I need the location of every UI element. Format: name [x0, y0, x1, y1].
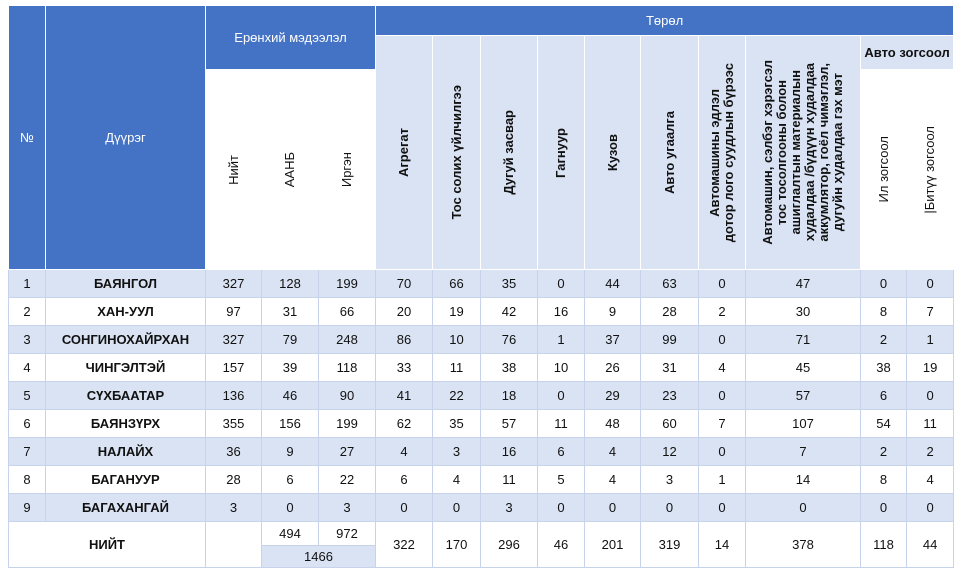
- row-value: 66: [433, 270, 481, 298]
- row-value: 26: [585, 354, 641, 382]
- row-value: 20: [376, 298, 433, 326]
- header-type-col: Дугуй засвар: [481, 36, 538, 270]
- row-value: 0: [585, 494, 641, 522]
- row-value: 36: [206, 438, 262, 466]
- row-value: 71: [746, 326, 861, 354]
- row-value: 11: [907, 410, 954, 438]
- header-parking-col: Ил зогсоол: [861, 70, 907, 270]
- row-value: 199: [319, 410, 376, 438]
- table-row: [9, 298, 954, 326]
- row-value: 54: [861, 410, 907, 438]
- row-value: 0: [746, 494, 861, 522]
- row-value: 37: [585, 326, 641, 354]
- row-value: 46: [262, 382, 319, 410]
- row-value: 8: [861, 298, 907, 326]
- total-irgen: 972: [319, 522, 376, 546]
- header-body-parts: Автомашины эдлэл дотор лого суудлын бүрээс: [699, 36, 746, 270]
- row-value: 57: [746, 382, 861, 410]
- row-value: 70: [376, 270, 433, 298]
- header-type-col: Гагнуур: [538, 36, 585, 270]
- row-value: 48: [585, 410, 641, 438]
- row-value: 327: [206, 270, 262, 298]
- row-number: 5: [9, 382, 46, 410]
- row-value: 62: [376, 410, 433, 438]
- row-value: 6: [861, 382, 907, 410]
- row-value: 2: [699, 298, 746, 326]
- row-value: 86: [376, 326, 433, 354]
- total-cell: 378: [746, 522, 861, 568]
- row-value: 118: [319, 354, 376, 382]
- row-value: 7: [907, 298, 954, 326]
- row-district-name: ХАН-УУЛ: [46, 298, 206, 326]
- row-value: 19: [433, 298, 481, 326]
- header-type-col: Авто угаалга: [641, 36, 699, 270]
- row-value: 28: [206, 466, 262, 494]
- row-value: 2: [861, 438, 907, 466]
- total-cell: 322: [376, 522, 433, 568]
- row-number: 8: [9, 466, 46, 494]
- table-row: [9, 354, 954, 382]
- row-value: 1: [907, 326, 954, 354]
- row-district-name: ЧИНГЭЛТЭЙ: [46, 354, 206, 382]
- total-cell: 44: [907, 522, 954, 568]
- row-value: 19: [907, 354, 954, 382]
- row-value: 4: [585, 438, 641, 466]
- row-value: 0: [861, 494, 907, 522]
- row-value: 3: [319, 494, 376, 522]
- row-value: 157: [206, 354, 262, 382]
- row-value: 0: [538, 494, 585, 522]
- row-number: 7: [9, 438, 46, 466]
- row-value: 128: [262, 270, 319, 298]
- row-value: 97: [206, 298, 262, 326]
- row-district-name: БАЯНГОЛ: [46, 270, 206, 298]
- row-value: 0: [699, 438, 746, 466]
- row-value: 0: [699, 382, 746, 410]
- header-parking: Авто зогсоол: [861, 36, 954, 70]
- row-value: 31: [262, 298, 319, 326]
- total-label: НИЙТ: [9, 522, 206, 568]
- total-cell: 296: [481, 522, 538, 568]
- row-value: 23: [641, 382, 699, 410]
- table-row: [9, 410, 954, 438]
- row-value: 2: [861, 326, 907, 354]
- row-value: 7: [699, 410, 746, 438]
- header-district: Дүүрэг: [46, 6, 206, 270]
- row-value: 3: [433, 438, 481, 466]
- table-row: [9, 466, 954, 494]
- row-value: 4: [907, 466, 954, 494]
- row-value: 3: [481, 494, 538, 522]
- row-value: 10: [538, 354, 585, 382]
- row-value: 29: [585, 382, 641, 410]
- row-value: 0: [907, 494, 954, 522]
- total-cell: 201: [585, 522, 641, 568]
- header-general: Ерөнхий мэдээлэл: [206, 6, 376, 70]
- row-value: 16: [538, 298, 585, 326]
- row-number: 6: [9, 410, 46, 438]
- row-value: 0: [433, 494, 481, 522]
- row-number: 9: [9, 494, 46, 522]
- row-value: 44: [585, 270, 641, 298]
- row-value: 4: [699, 354, 746, 382]
- row-number: 3: [9, 326, 46, 354]
- row-value: 0: [907, 382, 954, 410]
- row-value: 18: [481, 382, 538, 410]
- district-service-table: [8, 5, 954, 568]
- row-number: 1: [9, 270, 46, 298]
- row-value: 7: [746, 438, 861, 466]
- row-district-name: БАГАНУУР: [46, 466, 206, 494]
- row-value: 22: [319, 466, 376, 494]
- header-parking-col: |Битүү зогсоол: [907, 70, 954, 270]
- row-value: 0: [262, 494, 319, 522]
- row-value: 22: [433, 382, 481, 410]
- row-value: 2: [907, 438, 954, 466]
- row-value: 355: [206, 410, 262, 438]
- header-general-col: Нийт: [206, 70, 262, 270]
- header-type: Төрөл: [376, 6, 954, 36]
- table-row: [9, 326, 954, 354]
- row-value: 8: [861, 466, 907, 494]
- row-value: 76: [481, 326, 538, 354]
- row-value: 6: [262, 466, 319, 494]
- row-value: 12: [641, 438, 699, 466]
- table-row: [9, 438, 954, 466]
- header-general-col: Иргэн: [319, 70, 376, 270]
- row-value: 60: [641, 410, 699, 438]
- row-value: 28: [641, 298, 699, 326]
- row-value: 0: [376, 494, 433, 522]
- table-row: [9, 270, 954, 298]
- row-value: 0: [861, 270, 907, 298]
- row-value: 66: [319, 298, 376, 326]
- table-row: [9, 382, 954, 410]
- row-value: 199: [319, 270, 376, 298]
- row-value: 9: [262, 438, 319, 466]
- row-district-name: СҮХБААТАР: [46, 382, 206, 410]
- row-value: 0: [699, 326, 746, 354]
- row-value: 27: [319, 438, 376, 466]
- row-value: 35: [433, 410, 481, 438]
- total-cell: 319: [641, 522, 699, 568]
- row-value: 6: [538, 438, 585, 466]
- row-value: 5: [538, 466, 585, 494]
- total-cell: 170: [433, 522, 481, 568]
- row-value: 45: [746, 354, 861, 382]
- row-value: 4: [376, 438, 433, 466]
- row-number: 2: [9, 298, 46, 326]
- row-district-name: БАЯНЗҮРХ: [46, 410, 206, 438]
- row-value: 4: [433, 466, 481, 494]
- row-value: 39: [262, 354, 319, 382]
- row-value: 99: [641, 326, 699, 354]
- row-value: 136: [206, 382, 262, 410]
- row-value: 3: [206, 494, 262, 522]
- row-value: 57: [481, 410, 538, 438]
- row-district-name: БАГАХАНГАЙ: [46, 494, 206, 522]
- total-cell: 14: [699, 522, 746, 568]
- row-value: 156: [262, 410, 319, 438]
- row-value: 0: [907, 270, 954, 298]
- header-general-col: ААНБ: [262, 70, 319, 270]
- row-value: 1: [699, 466, 746, 494]
- row-value: 11: [433, 354, 481, 382]
- row-value: 107: [746, 410, 861, 438]
- row-value: 6: [376, 466, 433, 494]
- row-value: 0: [538, 382, 585, 410]
- table-row: [9, 494, 954, 522]
- row-value: 10: [433, 326, 481, 354]
- row-value: 63: [641, 270, 699, 298]
- row-value: 38: [481, 354, 538, 382]
- row-value: 47: [746, 270, 861, 298]
- row-value: 0: [699, 494, 746, 522]
- row-value: 41: [376, 382, 433, 410]
- header-type-col: Агрегат: [376, 36, 433, 270]
- total-cell: 118: [861, 522, 907, 568]
- row-value: 11: [538, 410, 585, 438]
- row-value: 0: [641, 494, 699, 522]
- row-value: 14: [746, 466, 861, 494]
- row-value: 30: [746, 298, 861, 326]
- row-value: 33: [376, 354, 433, 382]
- header-type-col: Тос солих үйлчилгээ: [433, 36, 481, 270]
- row-value: 327: [206, 326, 262, 354]
- row-district-name: СОНГИНОХАЙРХАН: [46, 326, 206, 354]
- row-value: 79: [262, 326, 319, 354]
- row-value: 16: [481, 438, 538, 466]
- row-value: 4: [585, 466, 641, 494]
- total-empty: [206, 522, 262, 568]
- row-value: 42: [481, 298, 538, 326]
- row-value: 35: [481, 270, 538, 298]
- row-value: 38: [861, 354, 907, 382]
- header-type-col: Кузов: [585, 36, 641, 270]
- header-no: №: [9, 6, 46, 270]
- row-value: 248: [319, 326, 376, 354]
- row-value: 0: [538, 270, 585, 298]
- row-value: 3: [641, 466, 699, 494]
- row-value: 31: [641, 354, 699, 382]
- row-value: 9: [585, 298, 641, 326]
- total-aanb: 494: [262, 522, 319, 546]
- row-value: 11: [481, 466, 538, 494]
- row-value: 90: [319, 382, 376, 410]
- row-number: 4: [9, 354, 46, 382]
- total-cell: 46: [538, 522, 585, 568]
- row-value: 0: [699, 270, 746, 298]
- total-sum: 1466: [262, 546, 376, 568]
- row-district-name: НАЛАЙХ: [46, 438, 206, 466]
- row-value: 1: [538, 326, 585, 354]
- header-trade: Автомашин, сэлбэг хэрэгсэл тос тосолгооны болон ашиглалтын материалын худалдаа /бүдүүн худалдаа аккумлятор, гоёл чимэглэл, дугуйн худалдаа гэх мэт: [746, 36, 861, 270]
